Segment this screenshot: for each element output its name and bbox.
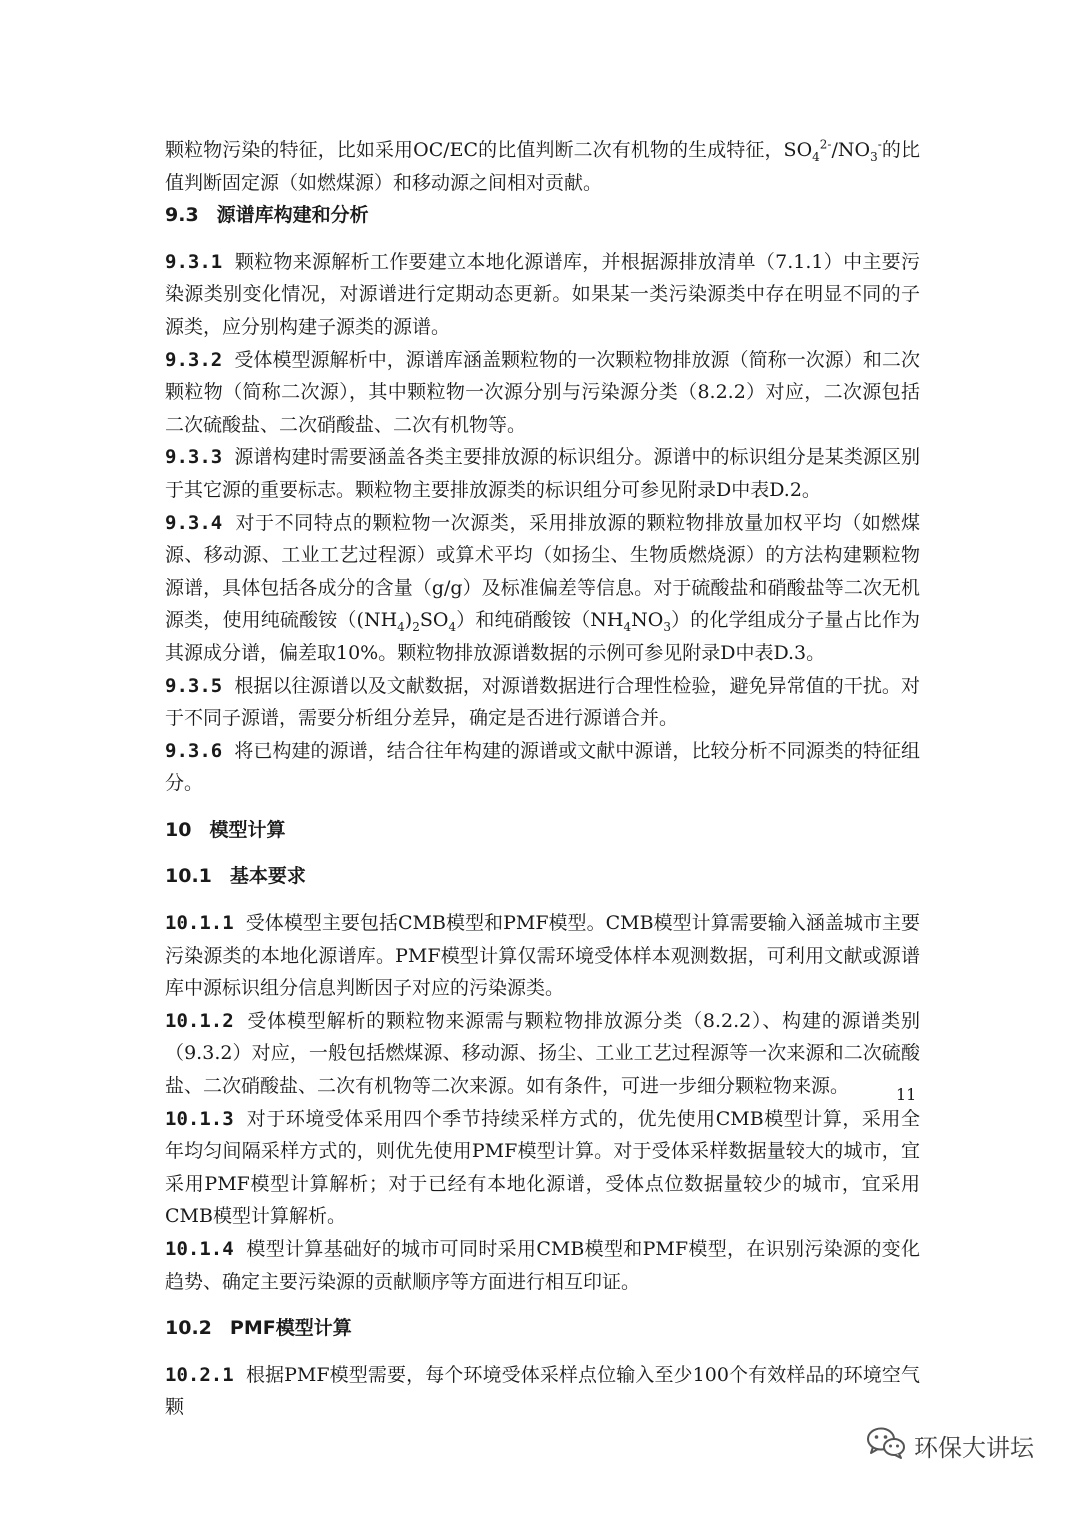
clause-10-1-2: 10.1.2 受体模型解析的颗粒物来源需与颗粒物排放源分类（8.2.2）、构建的源谱类别（9.3.2）对应，一般包括燃煤源、移动源、扬尘、工业工艺过程源等一次来源和二次硫酸盐、二次硝酸盐、二次有机物等二次来源。如有条件，可进一步细分颗粒物来源。 <box>165 1009 920 1098</box>
wechat-icon <box>866 1426 906 1464</box>
watermark <box>866 1427 1034 1463</box>
heading-10: 10 模型计算 <box>165 818 286 841</box>
heading-10-1: 10.1 基本要求 <box>165 865 306 888</box>
clause-9-3-5: 9.3.5 根据以往源谱以及文献数据，对源谱数据进行合理性检验，避免异常值的干扰。对于不同子源谱，需要分析组分差异，确定是否进行源谱合并。 <box>165 674 920 730</box>
clause-9-3-2: 9.3.2 受体模型源解析中，源谱库涵盖颗粒物的一次颗粒物排放源（简称一次源）和二次颗粒物（简称二次源），其中颗粒物一次源分别与污染源分类（8.2.2）对应，二次源包括二次硫酸盐、二次硝酸盐、二次有机物等。 <box>165 348 920 436</box>
watermark-text: 环保大讲坛 <box>914 1433 1034 1462</box>
page-number: 11 <box>896 1085 917 1104</box>
body-text <box>165 134 920 1424</box>
heading-10-2: 10.2 PMF模型计算 <box>165 1317 352 1340</box>
clause-10-1-3: 10.1.3 对于环境受体采用四个季节持续采样方式的，优先使用CMB模型计算，采用全年均匀间隔采样方式的，则优先使用PMF模型计算。对于受体采样数据量较大的城市，宜采用PMF模型计算解析；对于已经有本地化源谱，受体点位数据量较少的城市，宜采用CMB模型计算解析。 <box>165 1107 920 1228</box>
clause-9-3-6: 9.3.6 将已构建的源谱，结合往年构建的源谱或文献中源谱，比较分析不同源类的特征组分。 <box>165 739 920 795</box>
clause-9-3-3: 9.3.3 源谱构建时需要涵盖各类主要排放源的标识组分。源谱中的标识组分是某类源区别于其它源的重要标志。颗粒物主要排放源类的标识组分可参见附录D中表D.2。 <box>165 446 920 501</box>
clause-10-2-1: 10.2.1 根据PMF模型需要，每个环境受体采样点位输入至少100个有效样品的环境空气颗 <box>165 1363 920 1419</box>
clause-9-3-1: 9.3.1 颗粒物来源解析工作要建立本地化源谱库，并根据源排放清单（7.1.1）中主要污染源类别变化情况，对源谱进行定期动态更新。如果某一类污染源类中存在明显不同的子源类，应分别构建子源类的源谱。 <box>165 250 920 338</box>
clause-9-3-4: 9.3.4 对于不同特点的颗粒物一次源类，采用排放源的颗粒物排放量加权平均（如燃煤源、移动源、工业工艺过程源）或算术平均（如扬尘、生物质燃烧源）的方法构建颗粒物源谱，具体包括各成分的含量（g/g）及标准偏差等信息。对于硫酸盐和硝酸盐等二次无机源类，使用纯硫酸铵$((NH_4)_2SO_4)$和纯硝酸铵$(NH_4NO_3)$的化学组成分子量占比作为其源成分谱，偏差取10%。颗粒物排放源谱数据的示例可参见附录D中表D.3。 <box>165 511 920 664</box>
paragraph-intro: 颗粒物污染的特征，比如采用OC/EC的比值判断二次有机物的生成特征，$SO_4^{2-}/NO_3^-$的比值判断固定源（如燃煤源）和移动源之间相对贡献。 <box>165 137 920 194</box>
clause-10-1-1: 10.1.1 受体模型主要包括CMB模型和PMF模型。CMB模型计算需要输入涵盖城市主要污染源类的本地化源谱库。PMF模型计算仅需环境受体样本观测数据，可利用文献或源谱库中源标识组分信息判断因子对应的污染源类。 <box>165 912 920 1000</box>
heading-9-3: 9.3 源谱库构建和分析 <box>165 204 369 227</box>
clause-10-1-4: 10.1.4 模型计算基础好的城市可同时采用CMB模型和PMF模型，在识别污染源的变化趋势、确定主要污染源的贡献顺序等方面进行相互印证。 <box>165 1238 920 1293</box>
